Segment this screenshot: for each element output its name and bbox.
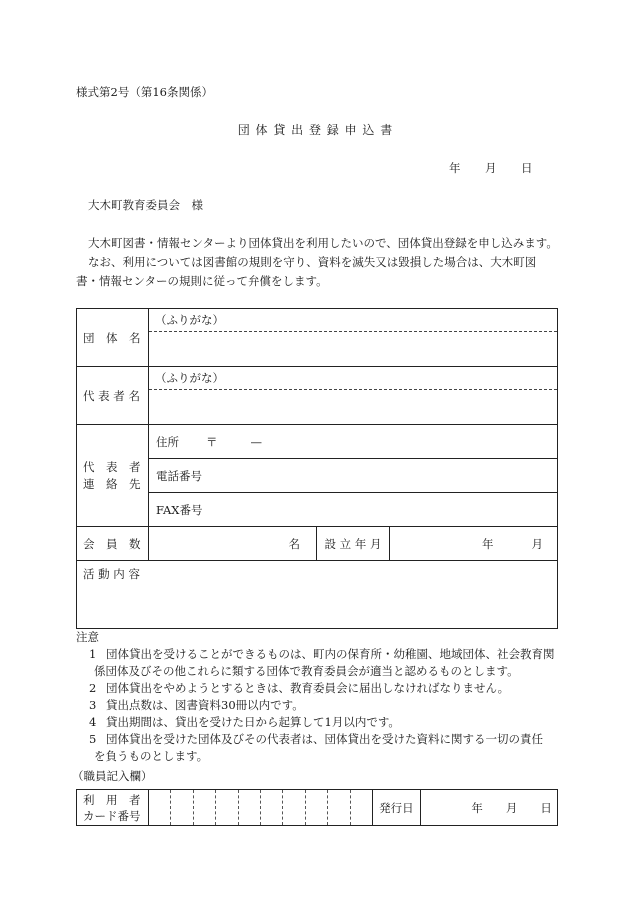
issue-date-label-cell: [372, 790, 420, 826]
note-number: 4: [89, 715, 97, 729]
group-name-row: [77, 309, 558, 367]
card-number-digit-cell: [216, 790, 238, 826]
form-number: 様式第2号（第16条関係）: [76, 85, 213, 99]
postal-mark: 〒: [206, 434, 218, 449]
note-number: 2: [89, 681, 97, 695]
note-number: 3: [89, 698, 97, 712]
representative-name-label-cell: [77, 367, 149, 425]
note-item: [76, 714, 555, 731]
note-item: [76, 697, 555, 714]
form-title: 団 体 貸 出 登 録 申 込 書: [237, 123, 393, 137]
intro-line: 書・情報センターの規則に従って弁償をします。: [76, 274, 328, 288]
card-number-digit-cell: [350, 790, 372, 826]
application-date-day-label: 日: [521, 161, 533, 175]
note-text: 団体貸出を受けた団体及びその代表者は、団体貸出を受けた資料に関する一切の責任: [106, 732, 543, 746]
note-text: 団体貸出をやめようとするときは、教育委員会に届出しなければなりません。: [106, 681, 510, 695]
note-item: [76, 646, 555, 680]
fax-label: FAX番号: [156, 502, 203, 517]
intro-line: 大木町図書・情報センターより団体貸出を利用したいので、団体貸出登録を申し込みます。: [88, 236, 558, 250]
intro-line: なお、利用については図書館の規則を守り、資料を滅失又は毀損した場合は、大木町図: [88, 255, 537, 269]
issue-date-cell: [420, 790, 557, 826]
card-number-digit-cell: [305, 790, 327, 826]
group-name-cell: [149, 309, 558, 367]
issue-date-label: 発行日: [379, 800, 414, 815]
staff-section-label: （職員記入欄）: [72, 769, 153, 783]
card-number-digit-cell: [283, 790, 305, 826]
group-name-furigana-label: （ふりがな）: [149, 309, 557, 332]
addressee: 大木町教育委員会 様: [88, 198, 203, 212]
activities-label: 活 動 内 容: [83, 567, 140, 581]
card-label-line: カード番号: [83, 808, 141, 823]
issue-date-day-label: 日: [540, 800, 552, 815]
application-date-year-label: 年: [449, 161, 461, 175]
member-count-label-cell: [77, 527, 149, 561]
card-number-digit-cell: [149, 790, 171, 826]
established-date-cell: [390, 527, 558, 561]
contact-phone-row: [77, 459, 558, 493]
note-text-continued: を負うものとします。: [94, 749, 209, 763]
contact-label-line: 代 表 者: [83, 459, 141, 474]
contact-label-cell: [77, 425, 149, 527]
fax-cell: [149, 493, 558, 527]
application-date-month-label: 月: [485, 161, 497, 175]
notes-list: [76, 646, 555, 765]
note-item: [76, 680, 555, 697]
application-table: [76, 308, 558, 629]
activities-cell: [77, 561, 558, 629]
card-number-digit-cell: [171, 790, 193, 826]
notes-heading: 注意: [76, 630, 99, 644]
issue-date-year-label: 年: [471, 800, 483, 815]
card-number-digit-cell: [328, 790, 350, 826]
established-month-label: 月: [531, 536, 544, 551]
group-name-label-cell: [77, 309, 149, 367]
card-number-digit-cell: [193, 790, 215, 826]
intro-paragraph: [76, 234, 558, 291]
contact-address-row: [77, 425, 558, 459]
representative-name-cell: [149, 367, 558, 425]
contact-label-line: 連 絡 先: [83, 476, 141, 491]
members-established-row: [77, 527, 558, 561]
address-cell: [149, 425, 558, 459]
contact-fax-row: [77, 493, 558, 527]
staff-entry-table: [76, 789, 558, 826]
member-count-cell: [149, 527, 317, 561]
activities-row: [77, 561, 558, 629]
note-item: [76, 731, 555, 765]
note-number: 5: [89, 732, 97, 746]
card-number-digit-cell: [260, 790, 282, 826]
card-row: [77, 790, 558, 826]
established-year-label: 年: [482, 536, 494, 551]
phone-label: 電話番号: [156, 468, 202, 483]
card-number-digit-cell: [238, 790, 260, 826]
representative-name-row: [77, 367, 558, 425]
phone-cell: [149, 459, 558, 493]
representative-name-label: 代 表 者 名: [83, 388, 140, 403]
group-name-label: 団 体 名: [83, 330, 141, 345]
card-label-line: 利 用 者: [83, 792, 141, 807]
representative-name-field: [149, 390, 557, 424]
postal-code-separator: —: [250, 434, 262, 449]
established-label: 設 立 年 月: [324, 536, 382, 551]
address-label: 住所: [156, 434, 179, 449]
representative-name-furigana-label: （ふりがな）: [149, 367, 557, 390]
member-count-label: 会 員 数: [83, 536, 141, 551]
note-number: 1: [89, 647, 97, 661]
note-text-continued: 係団体及びその他これらに類する団体で教育委員会が適当と認めるものとします。: [94, 664, 519, 678]
card-number-label-cell: [77, 790, 149, 826]
issue-date-month-label: 月: [505, 800, 518, 815]
note-text: 団体貸出を受けることができるものは、町内の保育所・幼稚園、地域団体、社会教育関: [106, 647, 555, 661]
established-label-cell: [317, 527, 390, 561]
group-name-field: [149, 332, 557, 366]
note-text: 貸出期間は、貸出を受けた日から起算して1月以内です。: [106, 715, 400, 729]
note-text: 貸出点数は、図書資料30冊以内です。: [106, 698, 304, 712]
member-count-unit: 名: [288, 536, 300, 551]
